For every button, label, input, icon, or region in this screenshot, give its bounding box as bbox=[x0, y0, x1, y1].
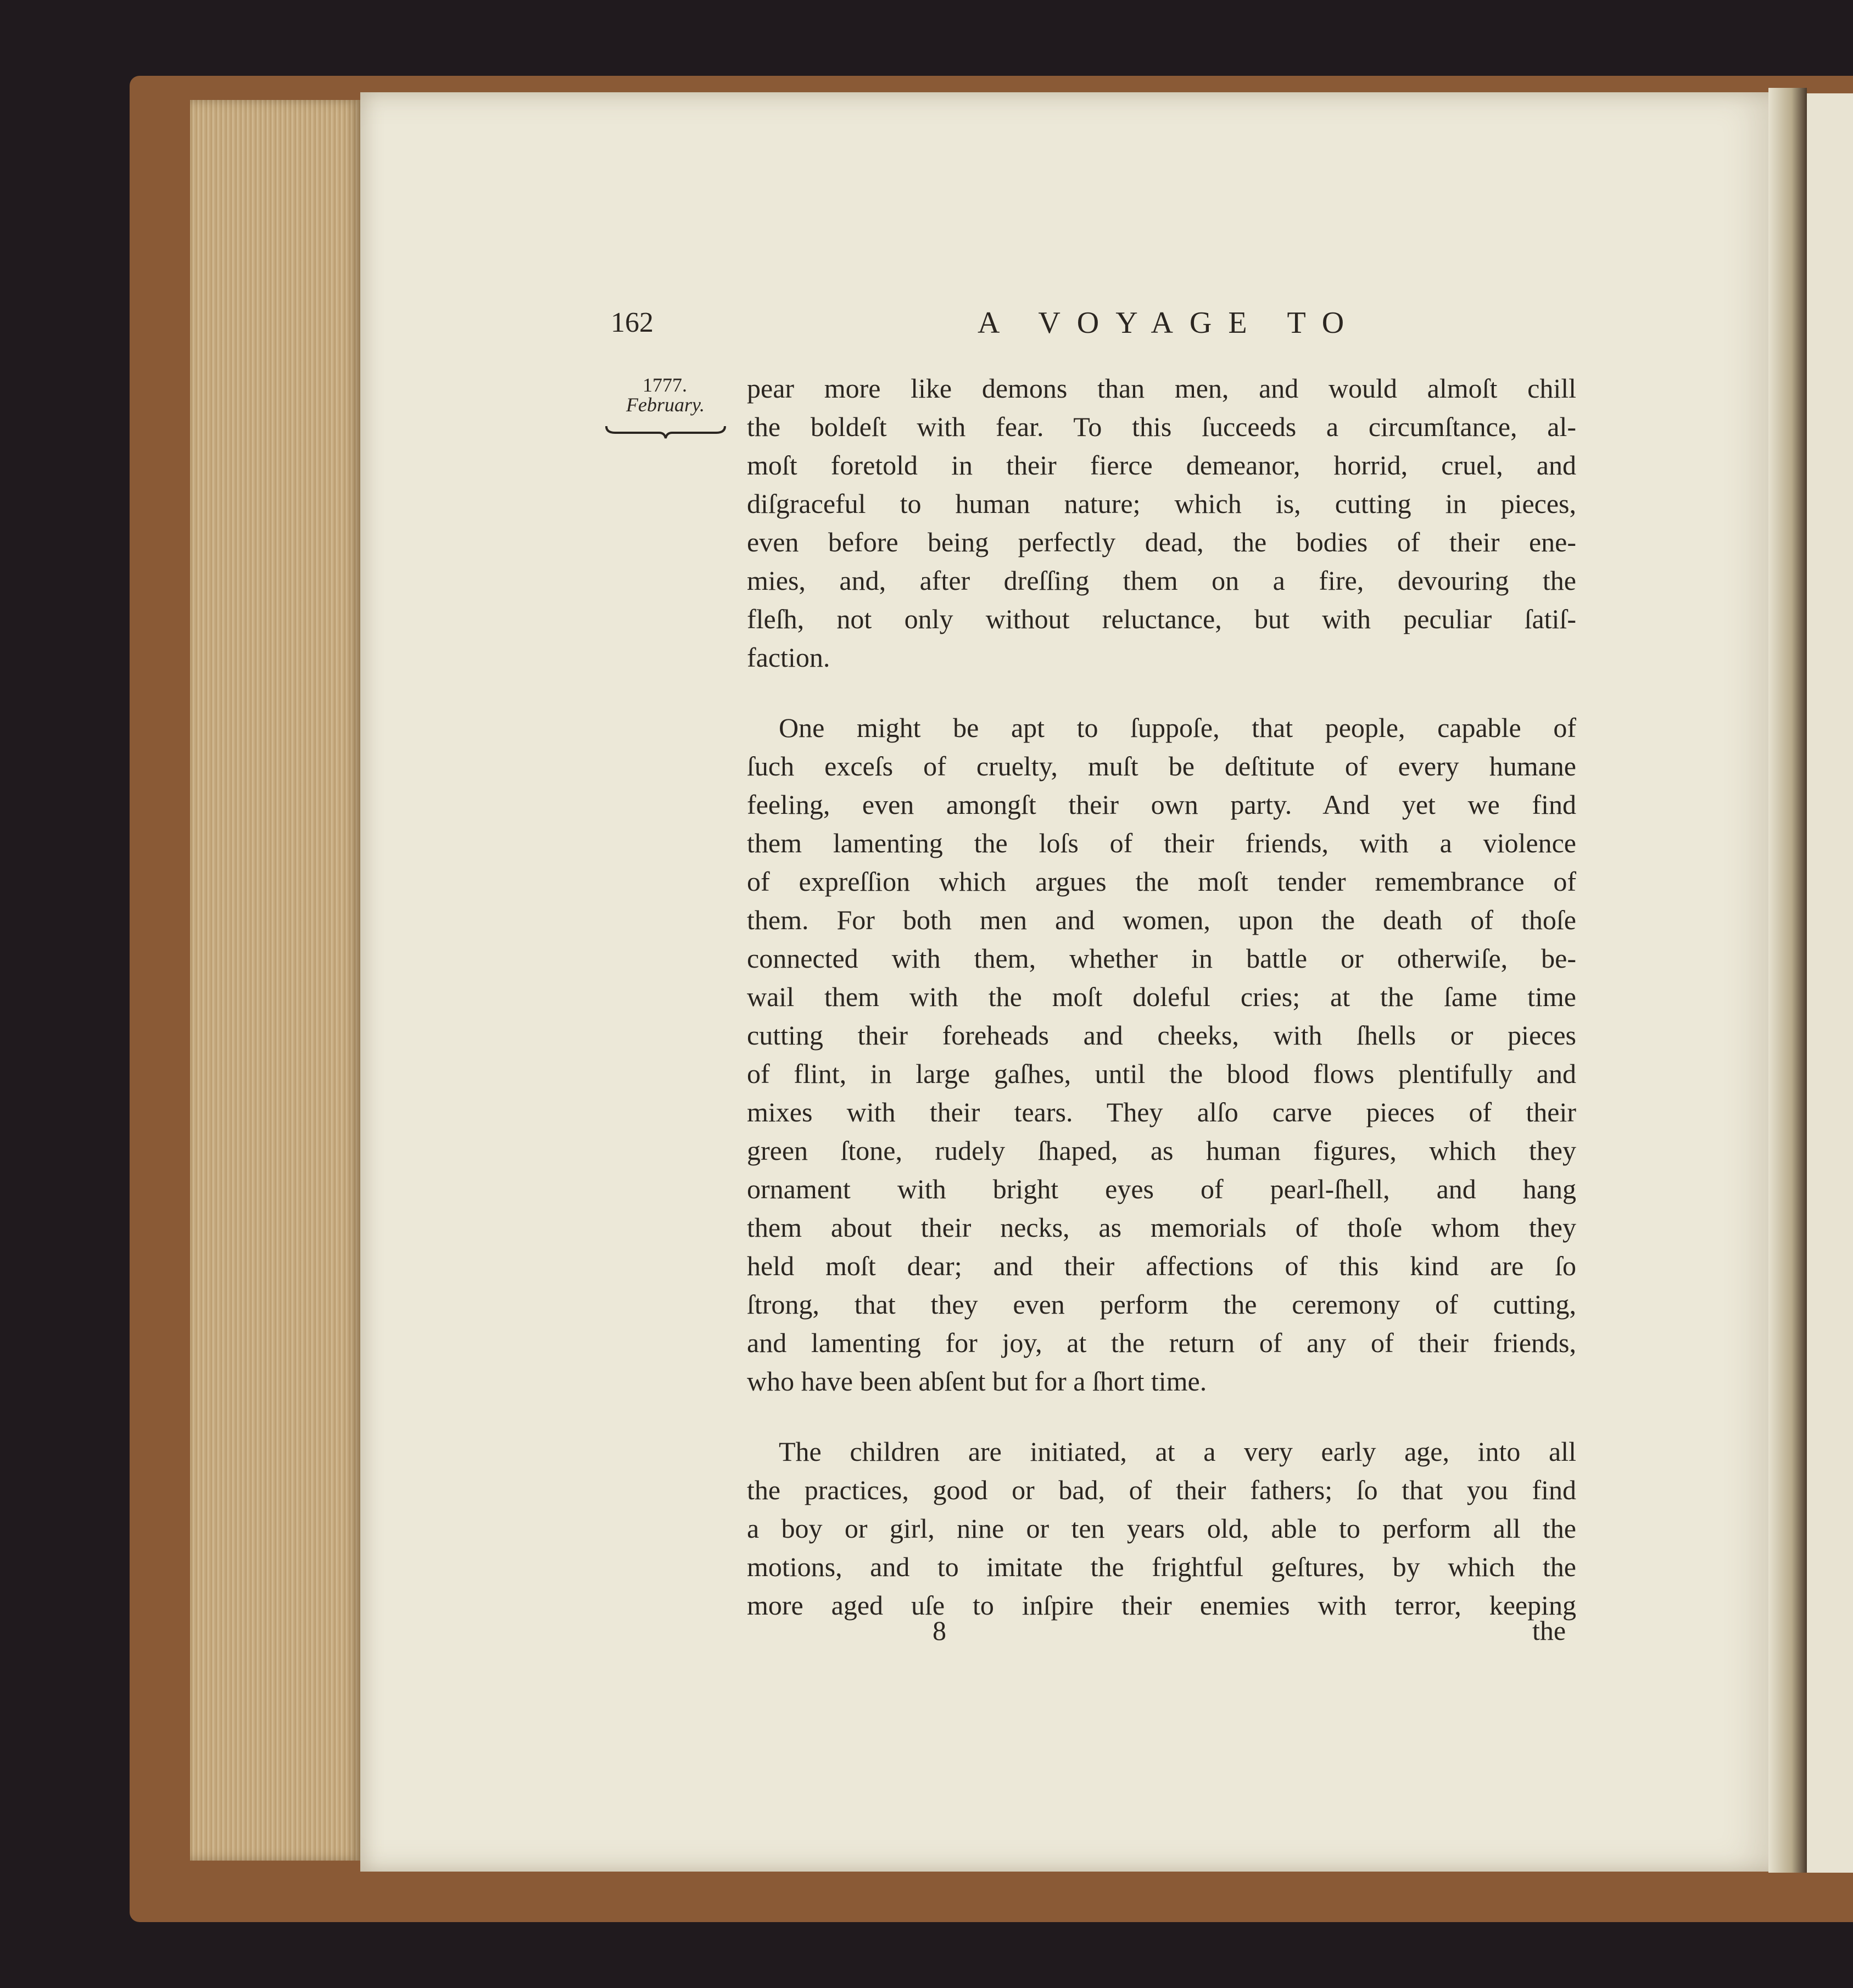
text-line-content: The children are initiated, at a very early age, into all bbox=[779, 1436, 1576, 1467]
text-line: of flint, in large gaſhes, until the blood flows plentifully and bbox=[747, 1058, 1576, 1089]
text-line: the practices, good or bad, of their fathers; ſo that you find bbox=[747, 1475, 1576, 1505]
text-line: more aged uſe to inſpire their enemies with terror, keeping bbox=[747, 1590, 1576, 1621]
text-line: the boldeſt with fear. To this ſucceeds a circumſtance, al- bbox=[747, 411, 1576, 442]
body-text bbox=[747, 369, 1576, 1624]
margin-brace-icon bbox=[604, 424, 727, 440]
page-number: 162 bbox=[611, 307, 654, 338]
running-title: A VOYAGE TO bbox=[978, 306, 1361, 340]
text-line: them lamenting the loſs of their friends, with a violence bbox=[747, 828, 1576, 858]
text-line: green ſtone, rudely ſhaped, as human figures, which they bbox=[747, 1135, 1576, 1166]
text-line: wail them with the moſt doleful cries; at the ſame time bbox=[747, 981, 1576, 1012]
text-line: of expreſſion which argues the moſt tender remembrance of bbox=[747, 866, 1576, 897]
text-line: ſtrong, that they even perform the ceremony of cutting, bbox=[747, 1289, 1576, 1320]
text-line: cutting their foreheads and cheeks, with ſhells or pieces bbox=[747, 1020, 1576, 1051]
text-line: mixes with their tears. They alſo carve pieces of their bbox=[747, 1097, 1576, 1127]
text-line: held moſt dear; and their affections of this kind are ſo bbox=[747, 1250, 1576, 1281]
text-line: them about their necks, as memorials of thoſe whom they bbox=[747, 1212, 1576, 1243]
text-line: connected with them, whether in battle or otherwiſe, be- bbox=[747, 943, 1576, 974]
paragraph-gap bbox=[747, 1400, 1576, 1432]
text-line: ſuch exceſs of cruelty, muſt be deſtitute of every humane bbox=[747, 751, 1576, 781]
text-line: who have been abſent but for a ſhort time. bbox=[747, 1366, 1207, 1397]
text-line: feeling, even amongſt their own party. And yet we find bbox=[747, 789, 1576, 820]
text-line: mies, and, after dreſſing them on a fire, devouring the bbox=[747, 565, 1576, 596]
margin-note-month: February. bbox=[626, 394, 705, 416]
facing-page-edge bbox=[1807, 93, 1853, 1873]
paragraph-gap bbox=[747, 677, 1576, 708]
text-line: ornament with bright eyes of pearl-ſhell, and hang bbox=[747, 1174, 1576, 1204]
text-line: moſt foretold in their fierce demeanor, horrid, cruel, and bbox=[747, 450, 1576, 481]
text-line: and lamenting for joy, at the return of any of their friends, bbox=[747, 1327, 1576, 1358]
text-line: motions, and to imitate the frightful geſtures, by which the bbox=[747, 1551, 1576, 1582]
text-line: them. For both men and women, upon the death of thoſe bbox=[747, 904, 1576, 935]
text-line: diſgraceful to human nature; which is, cutting in pieces, bbox=[747, 488, 1576, 519]
margin-note-year: 1777. bbox=[643, 374, 687, 396]
text-line: a boy or girl, nine or ten years old, able to perform all the bbox=[747, 1513, 1576, 1544]
catchword: the bbox=[1532, 1615, 1566, 1646]
signature-mark: 8 bbox=[933, 1615, 946, 1646]
text-line: pear more like demons than men, and would almoſt chill bbox=[747, 373, 1576, 404]
text-line bbox=[747, 1432, 1576, 1471]
text-line bbox=[747, 708, 1576, 747]
text-line-content: One might be apt to ſuppoſe, that people, capable of bbox=[779, 712, 1576, 743]
text-line: faction. bbox=[747, 642, 830, 673]
book-gutter bbox=[1768, 88, 1807, 1873]
text-line: even before being perfectly dead, the bodies of their ene- bbox=[747, 527, 1576, 557]
text-line: fleſh, not only without reluctance, but with peculiar ſatiſ- bbox=[747, 604, 1576, 634]
page-edges bbox=[190, 100, 360, 1861]
